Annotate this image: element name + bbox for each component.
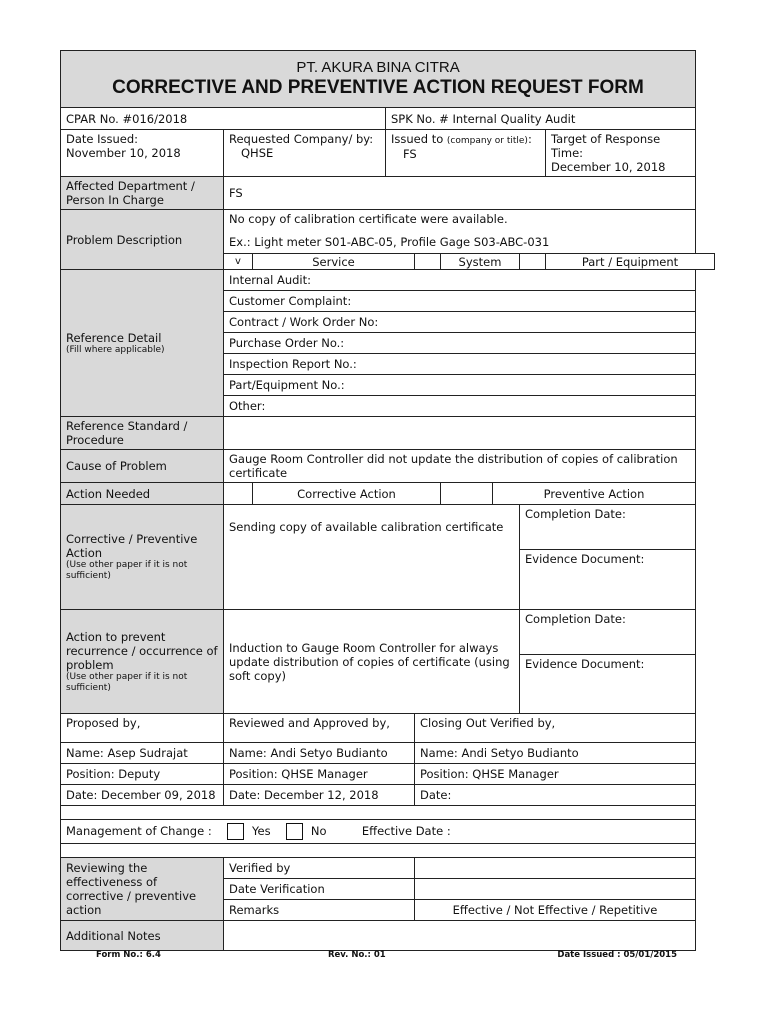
- reference-customer-complaint[interactable]: Customer Complaint:: [224, 291, 696, 312]
- prevent-label-cell: [61, 610, 224, 714]
- cp-evidence-document[interactable]: Evidence Document:: [520, 550, 696, 610]
- management-of-change-row: [61, 820, 696, 844]
- cp-action-label-cell: [61, 505, 224, 610]
- review-verified-by-value[interactable]: [415, 858, 696, 879]
- service-checkbox[interactable]: v: [224, 254, 253, 270]
- requested-by-value: QHSE: [241, 146, 274, 160]
- reference-part-equipment[interactable]: Part/Equipment No.:: [224, 375, 696, 396]
- proposed-by-header: Proposed by,: [61, 714, 224, 743]
- footer-rev-no: Rev. No.: 01: [328, 950, 386, 960]
- reference-standard-value[interactable]: [224, 417, 696, 450]
- moc-effective-date[interactable]: Effective Date :: [361, 824, 451, 838]
- reviewed-by-header: Reviewed and Approved by,: [224, 714, 415, 743]
- problem-line-1: No copy of calibration certificate were available.: [229, 212, 508, 226]
- issued-to-hint: (company or title): [446, 136, 528, 146]
- cp-action-value: Sending copy of available calibration certificate: [224, 505, 520, 610]
- corrective-action-checkbox[interactable]: [224, 483, 253, 505]
- issued-to-label: Issued to: [391, 132, 444, 146]
- category-service: Service: [253, 254, 415, 270]
- issued-to-suffix: :: [527, 132, 532, 146]
- target-response-value: December 10, 2018: [551, 160, 666, 174]
- cause-value: Gauge Room Controller did not update the distribution of copies of calibration certificate: [224, 450, 696, 483]
- problem-line-2: Ex.: Light meter S01-ABC-05, Profile Gage S03-ABC-031: [229, 235, 550, 249]
- issued-to-value: FS: [403, 147, 417, 161]
- reference-detail-label: Reference Detail: [66, 330, 162, 345]
- review-date-verification-value[interactable]: [415, 879, 696, 900]
- affected-value: FS: [224, 177, 696, 210]
- reference-detail-label-cell: [61, 270, 224, 417]
- prevent-completion-date[interactable]: Completion Date:: [520, 610, 696, 655]
- corrective-action-label: Corrective Action: [253, 483, 441, 505]
- footer-form-no: Form No.: 6.4: [96, 950, 161, 960]
- reviewed-date: Date: December 12, 2018: [224, 785, 415, 806]
- spk-number: SPK No. # Internal Quality Audit: [386, 108, 696, 130]
- prevent-value: Induction to Gauge Room Controller for always update distribution of copies of certificate (using soft copy): [224, 610, 520, 714]
- reference-internal-audit[interactable]: Internal Audit:: [224, 270, 696, 291]
- issued-to-label-line: [391, 132, 540, 147]
- moc-label: Management of Change :: [66, 824, 212, 838]
- date-issued-label: Date Issued:: [66, 132, 139, 146]
- system-checkbox[interactable]: [415, 254, 441, 270]
- form-title: CORRECTIVE AND PREVENTIVE ACTION REQUEST FORM: [112, 77, 644, 98]
- closing-position: Position: QHSE Manager: [415, 764, 696, 785]
- review-remarks: Remarks: [224, 900, 415, 921]
- preventive-action-checkbox[interactable]: [441, 483, 493, 505]
- proposed-position: Position: Deputy: [61, 764, 224, 785]
- cp-completion-date[interactable]: Completion Date:: [520, 505, 696, 550]
- action-needed-label: Action Needed: [61, 483, 224, 505]
- spacer-row: [61, 806, 696, 820]
- reference-detail-sublabel: (Fill where applicable): [66, 344, 165, 355]
- cpar-number: CPAR No. #016/2018: [61, 108, 386, 130]
- reviewed-position: Position: QHSE Manager: [224, 764, 415, 785]
- closing-name: Name: Andi Setyo Budianto: [415, 743, 696, 764]
- problem-description-cell: [224, 210, 696, 254]
- date-issued-value: November 10, 2018: [66, 146, 181, 160]
- requested-by-cell: [224, 130, 386, 177]
- footer-date-issued: Date Issued : 05/01/2015: [557, 950, 677, 960]
- prevent-label: Action to prevent recurrence / occurrence of problem: [66, 629, 218, 672]
- review-remarks-options[interactable]: Effective / Not Effective / Repetitive: [415, 900, 696, 921]
- form-table: [60, 50, 715, 951]
- reference-purchase-order[interactable]: Purchase Order No.:: [224, 333, 696, 354]
- additional-notes-label: Additional Notes: [61, 921, 224, 951]
- category-part-equipment: Part / Equipment: [546, 254, 715, 270]
- part-checkbox[interactable]: [520, 254, 546, 270]
- cause-label: Cause of Problem: [61, 450, 224, 483]
- cp-action-label: Corrective / Preventive Action: [66, 532, 198, 560]
- reviewed-name: Name: Andi Setyo Budianto: [224, 743, 415, 764]
- cp-action-sublabel: (Use other paper if it is not sufficient): [66, 560, 188, 581]
- requested-by-label: Requested Company/ by:: [229, 132, 374, 146]
- date-issued-cell: [61, 130, 224, 177]
- closing-verified-header: Closing Out Verified by,: [415, 714, 696, 743]
- review-verified-by: Verified by: [224, 858, 415, 879]
- closing-date[interactable]: Date:: [415, 785, 696, 806]
- reference-contract-work-order[interactable]: Contract / Work Order No:: [224, 312, 696, 333]
- capa-form: [60, 50, 715, 951]
- issued-to-cell: [386, 130, 546, 177]
- reference-inspection-report[interactable]: Inspection Report No.:: [224, 354, 696, 375]
- reference-standard-label: Reference Standard / Procedure: [61, 417, 224, 450]
- moc-no-checkbox[interactable]: [286, 823, 303, 840]
- review-label: Reviewing the effectiveness of corrective / preventive action: [61, 858, 224, 921]
- review-date-verification: Date Verification: [224, 879, 415, 900]
- problem-label: Problem Description: [61, 210, 224, 270]
- category-system: System: [441, 254, 520, 270]
- moc-no-label: No: [310, 824, 327, 838]
- proposed-name: Name: Asep Sudrajat: [61, 743, 224, 764]
- prevent-sublabel: (Use other paper if it is not sufficient): [66, 671, 188, 693]
- company-name: PT. AKURA BINA CITRA: [296, 59, 460, 76]
- affected-label: Affected Department / Person In Charge: [61, 177, 224, 210]
- form-header: [61, 51, 696, 108]
- additional-notes-value[interactable]: [224, 921, 696, 951]
- spacer-row-2: [61, 844, 696, 858]
- preventive-action-label: Preventive Action: [493, 483, 696, 505]
- moc-yes-checkbox[interactable]: [227, 823, 244, 840]
- moc-yes-label: Yes: [252, 824, 271, 838]
- proposed-date: Date: December 09, 2018: [61, 785, 224, 806]
- target-response-cell: [546, 130, 696, 177]
- reference-other[interactable]: Other:: [224, 396, 696, 417]
- target-response-label: Target of Response Time:: [551, 132, 661, 160]
- prevent-evidence-document[interactable]: Evidence Document:: [520, 655, 696, 714]
